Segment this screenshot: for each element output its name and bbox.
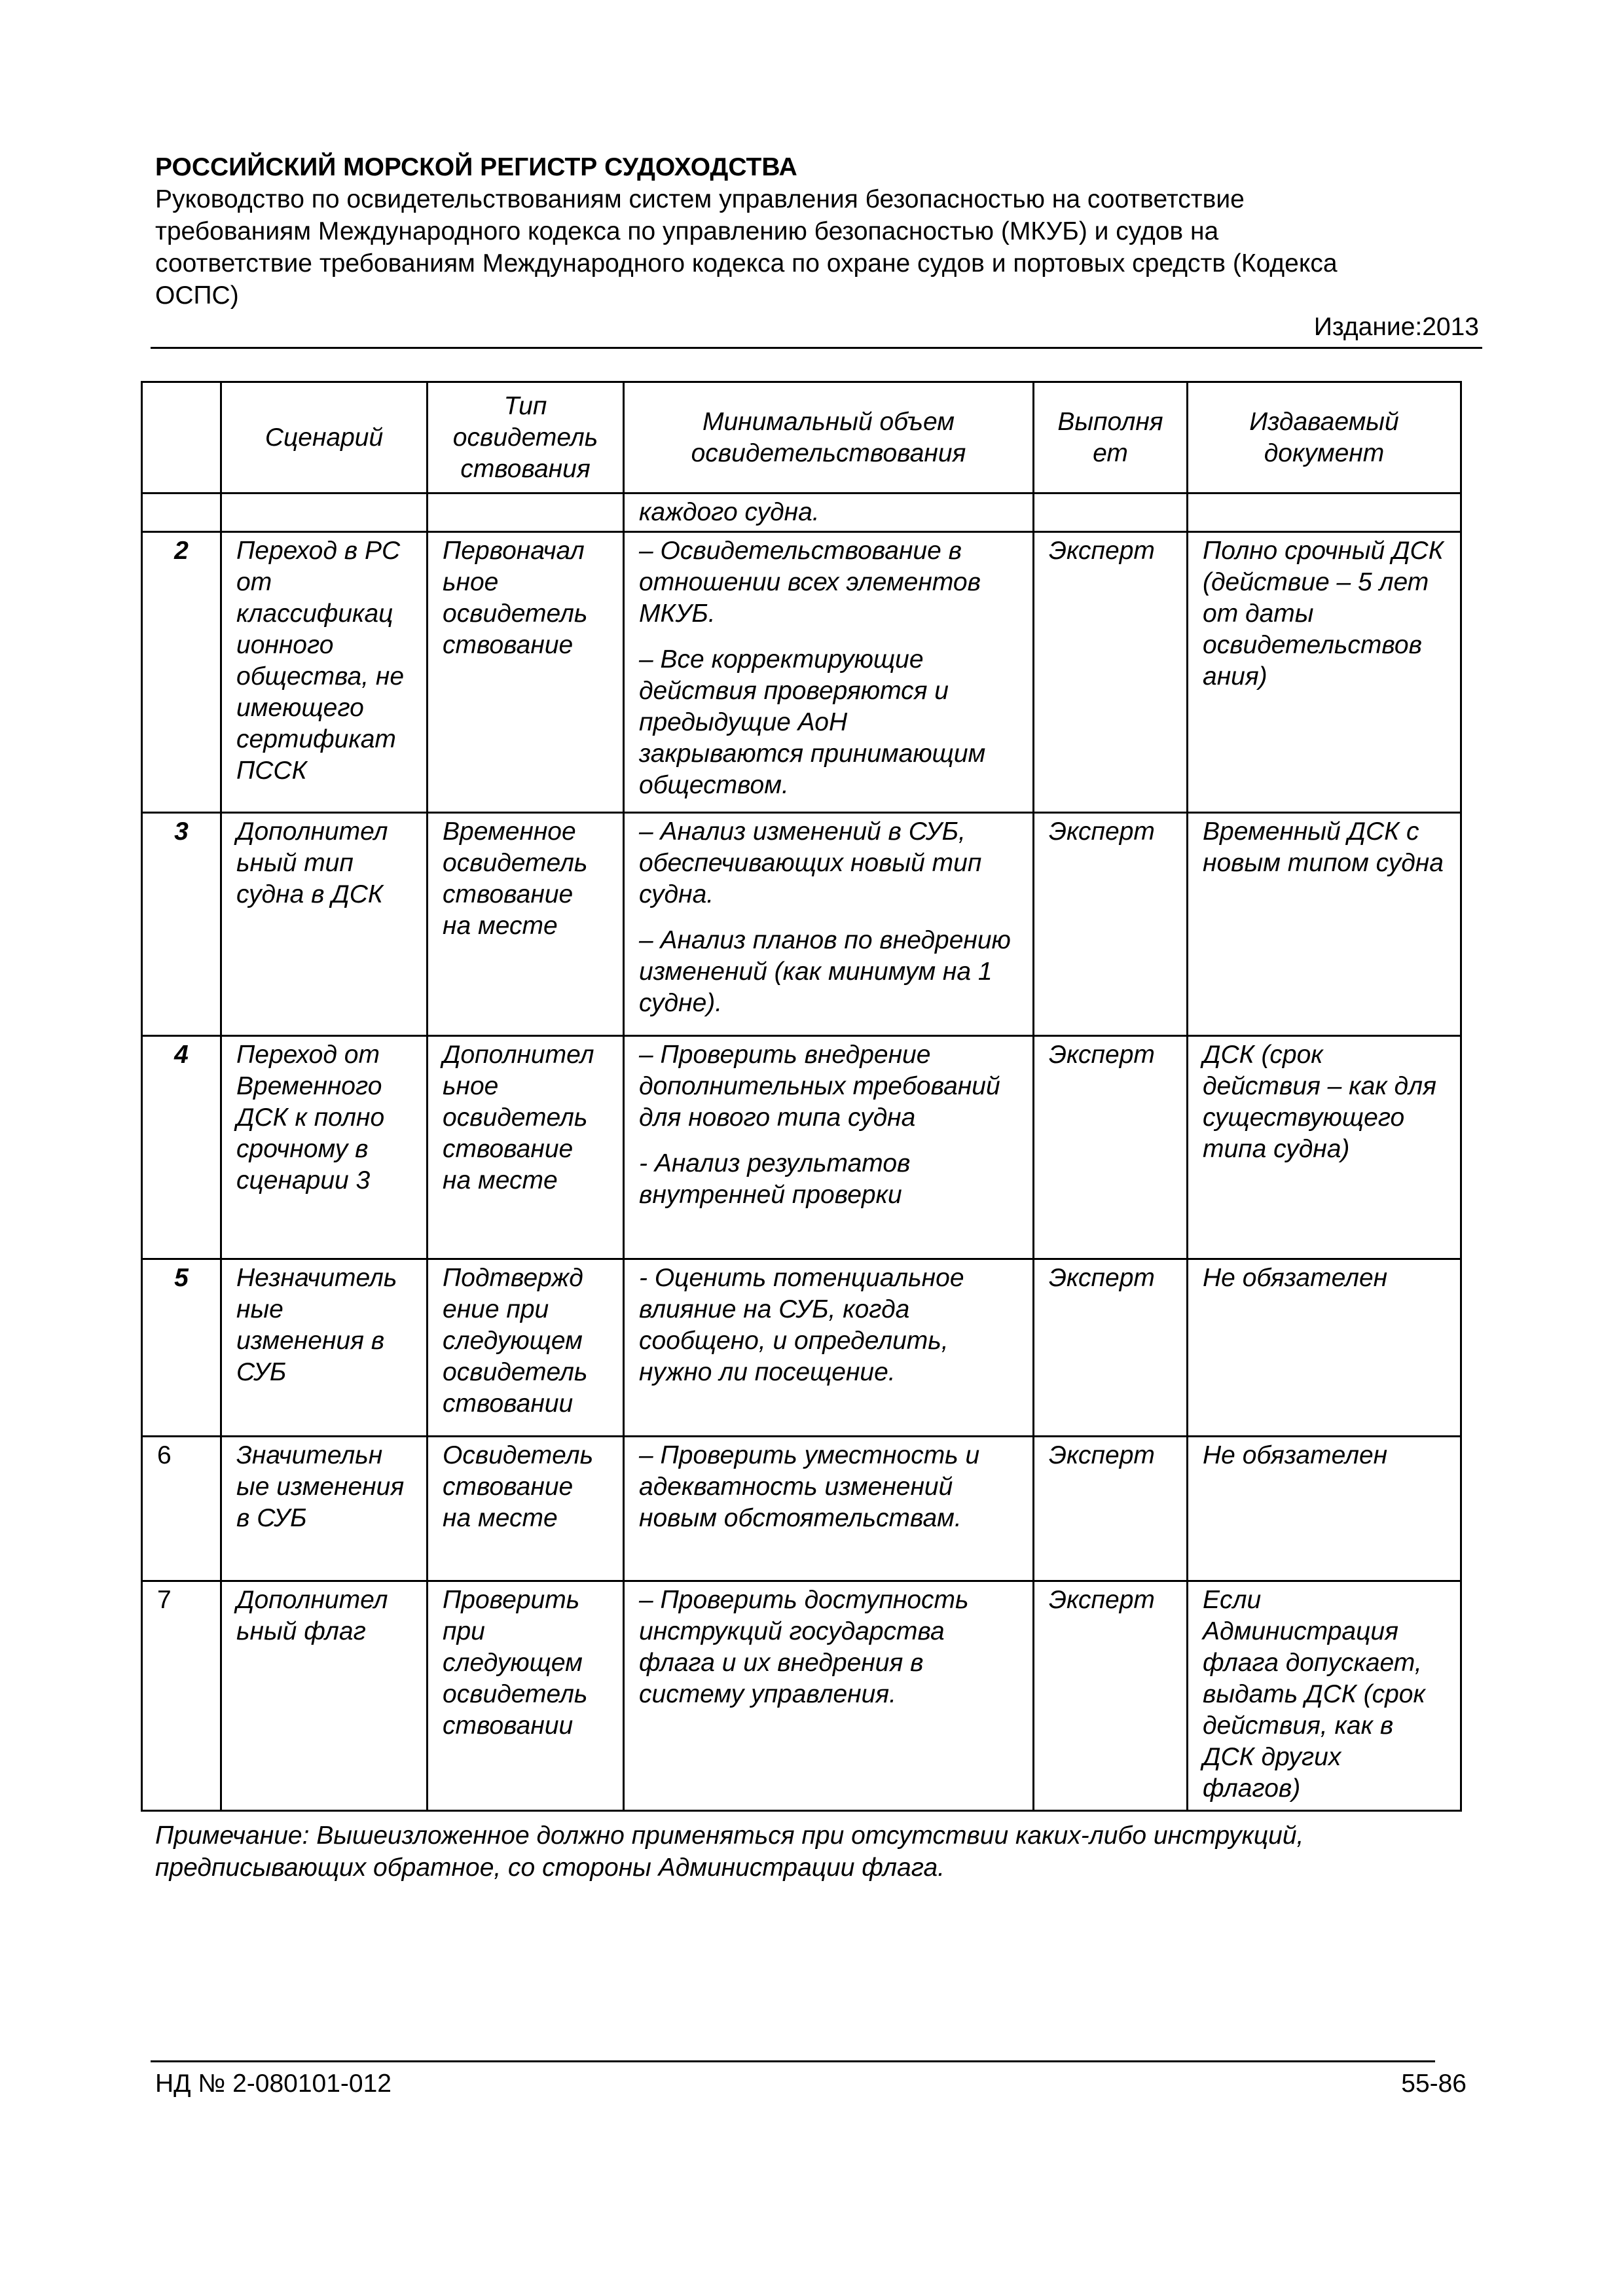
survey-type-cell: Временное освидетель ствование на месте	[428, 813, 624, 1036]
document-subtitle-line-1: Руководство по освидетельствованиям систем управления безопасностью на соответствие	[155, 185, 1245, 213]
header-issued-document: Издаваемый документ	[1188, 382, 1461, 493]
scope-cell	[624, 1036, 1034, 1259]
scenario-cell: Переход в РС от классификац ионного общества, не имеющего сертификат ПССК	[221, 532, 428, 813]
survey-type-cell: Освидетель ствование на месте	[428, 1437, 624, 1581]
table-header-row	[142, 382, 1461, 493]
scope-item: – Анализ планов по внедрению изменений (как минимум на 1 судне).	[639, 926, 1011, 1017]
scope-item: – Все корректирующие действия проверяются и предыдущие АоН закрываются принимающим обществом.	[639, 645, 986, 799]
document-cell: Не обязателен	[1188, 1437, 1461, 1581]
scope-cell	[624, 1437, 1034, 1581]
scope-cell	[624, 813, 1034, 1036]
scope-cell	[624, 1259, 1034, 1437]
document-header	[155, 152, 1479, 312]
footer-divider	[151, 2060, 1435, 2062]
edition-label: Издание:2013	[1313, 313, 1479, 341]
table-row	[142, 532, 1461, 813]
document-cell: Временный ДСК с новым типом судна	[1188, 813, 1461, 1036]
scope-item: – Проверить внедрение дополнительных требований для нового типа судна	[639, 1041, 1000, 1132]
scope-cell	[624, 532, 1034, 813]
scope-cell	[624, 1581, 1034, 1811]
scope-item: – Освидетельствование в отношении всех элементов МКУБ.	[639, 537, 981, 628]
page-number: 55-86	[1401, 2070, 1467, 2098]
survey-type-cell: Проверить при следующем освидетель ствовании	[428, 1581, 624, 1811]
header-performer: Выполня ет	[1034, 382, 1188, 493]
survey-type-cell: Подтвержд ение при следующем освидетель ствовании	[428, 1259, 624, 1437]
scenario-cell: Значительн ые изменения в СУБ	[221, 1437, 428, 1581]
row-number: 7	[142, 1581, 221, 1811]
scope-item: – Проверить уместность и адекватность изменений новым обстоятельствам.	[639, 1441, 980, 1532]
performer-cell: Эксперт	[1034, 1259, 1188, 1437]
document-cell: Если Администрация флага допускает, выдать ДСК (срок действия, как в ДСК других флагов)	[1188, 1581, 1461, 1811]
table-row	[142, 1036, 1461, 1259]
performer-cell: Эксперт	[1034, 813, 1188, 1036]
scope-item: – Проверить доступность инструкций государства флага и их внедрения в систему управления.	[639, 1586, 969, 1708]
organization-title: РОССИЙСКИЙ МОРСКОЙ РЕГИСТР СУДОХОДСТВА	[155, 153, 797, 181]
document-subtitle-line-4: ОСПС)	[155, 281, 239, 310]
scope-item: - Оценить потенциальное влияние на СУБ, когда сообщено, и определить, нужно ли посещение.	[639, 1264, 964, 1386]
scenario-table	[141, 381, 1462, 1812]
table-row-continuation	[142, 493, 1461, 532]
table-note: Примечание: Вышеизложенное должно применяться при отсутствии каких-либо инструкций, предписывающих обратное, со стороны Администрации флага.	[155, 1821, 1304, 1882]
survey-type-cell: Первоначал ьное освидетель ствование	[428, 532, 624, 813]
table-row	[142, 1437, 1461, 1581]
document-subtitle-line-2: требованиям Международного кодекса по управлению безопасностью (МКУБ) и судов на	[155, 217, 1219, 245]
table-row	[142, 1581, 1461, 1811]
performer-cell: Эксперт	[1034, 532, 1188, 813]
document-number: НД № 2-080101-012	[155, 2070, 392, 2098]
document-cell: ДСК (срок действия – как для существующего типа судна)	[1188, 1036, 1461, 1259]
scenario-cell: Дополнител ьный флаг	[221, 1581, 428, 1811]
header-minimum-scope: Минимальный объем освидетельствования	[624, 382, 1034, 493]
performer-cell: Эксперт	[1034, 1036, 1188, 1259]
performer-cell: Эксперт	[1034, 1581, 1188, 1811]
table-row	[142, 813, 1461, 1036]
scenario-cell: Дополнител ьный тип судна в ДСК	[221, 813, 428, 1036]
header-survey-type: Тип освидетель ствования	[428, 382, 624, 493]
row-number: 5	[142, 1259, 221, 1437]
document-cell: Полно срочный ДСК (действие – 5 лет от даты освидетельствов ания)	[1188, 532, 1461, 813]
continuation-text: каждого судна.	[624, 493, 1034, 532]
row-number: 3	[142, 813, 221, 1036]
scope-item: - Анализ результатов внутренней проверки	[639, 1149, 911, 1209]
header-num	[142, 382, 221, 493]
survey-type-cell: Дополнител ьное освидетель ствование на месте	[428, 1036, 624, 1259]
table-row	[142, 1259, 1461, 1437]
performer-cell: Эксперт	[1034, 1437, 1188, 1581]
row-number: 6	[142, 1437, 221, 1581]
scenario-cell: Переход от Временного ДСК к полно срочному в сценарии 3	[221, 1036, 428, 1259]
header-scenario: Сценарий	[221, 382, 428, 493]
document-cell: Не обязателен	[1188, 1259, 1461, 1437]
scope-item: – Анализ изменений в СУБ, обеспечивающих новый тип судна.	[639, 817, 982, 908]
scenario-cell: Незначитель ные изменения в СУБ	[221, 1259, 428, 1437]
header-divider	[151, 347, 1482, 349]
document-subtitle-line-3: соответствие требованиям Международного кодекса по охране судов и портовых средств (Кодекса	[155, 249, 1338, 278]
row-number: 4	[142, 1036, 221, 1259]
row-number: 2	[142, 532, 221, 813]
